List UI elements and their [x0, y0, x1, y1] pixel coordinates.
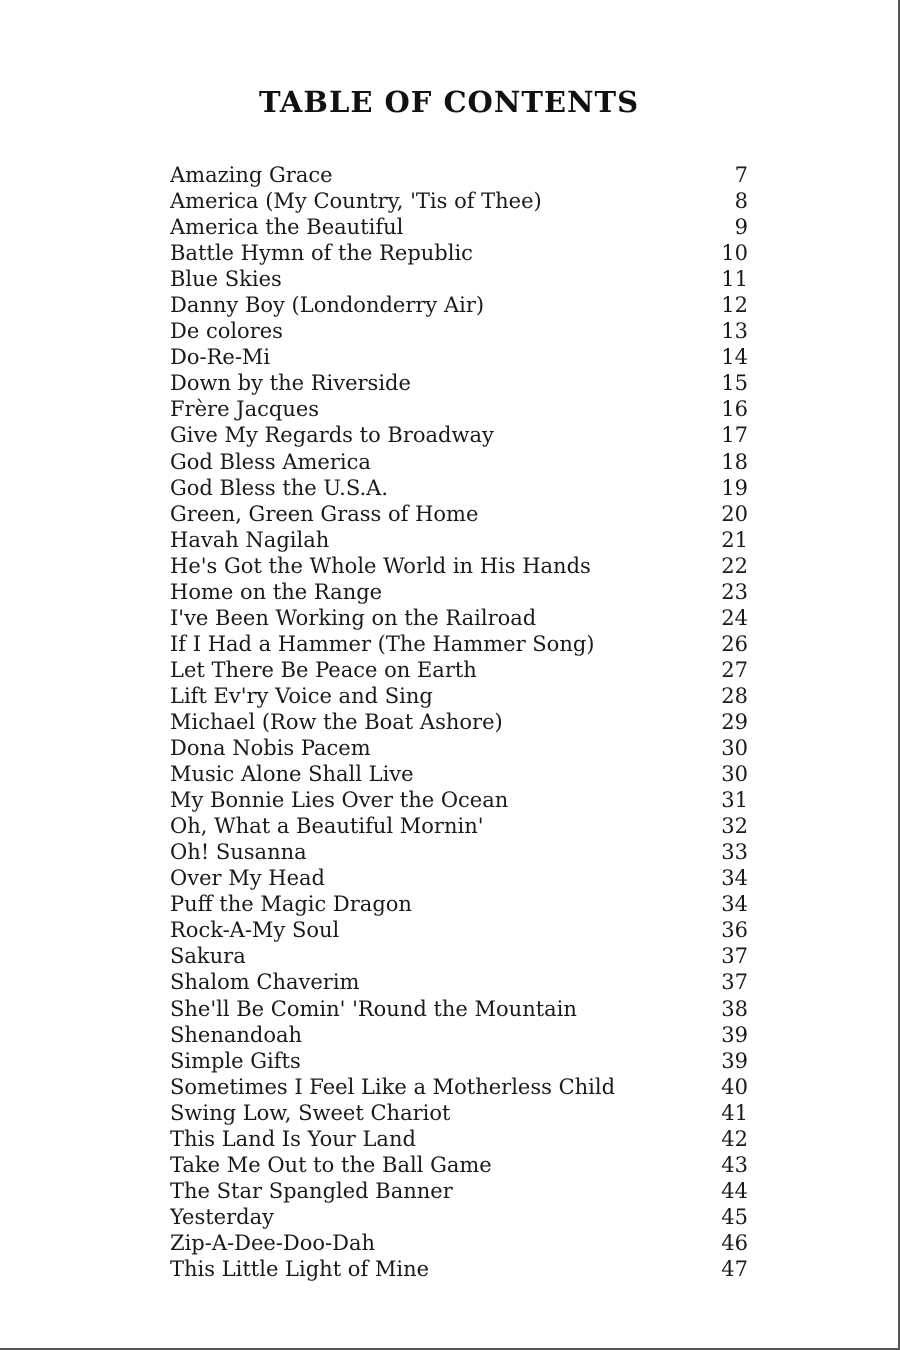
toc-entry-page-number: 23: [721, 579, 748, 604]
toc-entry-page-number: 42: [721, 1126, 748, 1151]
toc-entry-page-number: 27: [721, 657, 748, 682]
toc-entry-page-number: 13: [721, 319, 748, 344]
toc-entry-page-number: 41: [721, 1100, 748, 1125]
toc-entry: [170, 1126, 748, 1152]
toc-entry-title: Danny Boy (Londonderry Air): [170, 293, 485, 318]
toc-entry-page-number: 43: [721, 1152, 748, 1177]
toc-entry-title: Sometimes I Feel Like a Motherless Child: [170, 1074, 616, 1099]
toc-entry-page-number: 19: [721, 475, 748, 500]
toc-entry-page-number: 29: [721, 709, 748, 734]
toc-entry-title: If I Had a Hammer (The Hammer Song): [170, 631, 595, 656]
toc-entry-title: Battle Hymn of the Republic: [170, 241, 473, 266]
toc-entry-page-number: 15: [721, 371, 748, 396]
toc-entry-title: Green, Green Grass of Home: [170, 501, 479, 526]
toc-entry-title: Michael (Row the Boat Ashore): [170, 709, 503, 734]
table-of-contents-list: [170, 162, 748, 1282]
toc-entry-title: My Bonnie Lies Over the Ocean: [170, 788, 509, 813]
toc-entry-page-number: 39: [721, 1022, 748, 1047]
toc-entry-title: Amazing Grace: [170, 163, 333, 187]
toc-entry: [170, 969, 748, 995]
toc-entry: [170, 501, 748, 527]
toc-entry-title: Music Alone Shall Live: [170, 762, 414, 787]
toc-entry: [170, 1256, 748, 1282]
toc-entry-page-number: 10: [721, 241, 748, 266]
toc-entry: [170, 475, 748, 501]
toc-entry-page-number: 36: [721, 918, 748, 943]
toc-entry: [170, 214, 748, 240]
toc-entry-title: America (My Country, 'Tis of Thee): [170, 189, 542, 214]
toc-entry-title: Dona Nobis Pacem: [170, 736, 371, 761]
toc-entry-title: She'll Be Comin' 'Round the Mountain: [170, 996, 577, 1021]
toc-entry: [170, 735, 748, 761]
toc-entry-title: Give My Regards to Broadway: [170, 423, 494, 448]
toc-entry-title: Over My Head: [170, 866, 325, 891]
toc-entry: [170, 1230, 748, 1256]
toc-entry: [170, 527, 748, 553]
toc-entry-title: Zip-A-Dee-Doo-Dah: [170, 1230, 375, 1255]
toc-entry: [170, 787, 748, 813]
toc-entry-title: This Land Is Your Land: [170, 1126, 416, 1151]
toc-entry-page-number: 20: [721, 501, 748, 526]
toc-entry-page-number: 37: [721, 944, 748, 969]
toc-entry-title: Rock-A-My Soul: [170, 918, 340, 943]
toc-entry-page-number: 31: [721, 788, 748, 813]
toc-entry-page-number: 11: [721, 267, 748, 292]
toc-entry-title: Oh! Susanna: [170, 840, 307, 865]
toc-entry: [170, 188, 748, 214]
toc-entry: [170, 996, 748, 1022]
toc-entry-page-number: 26: [721, 631, 748, 656]
toc-entry: [170, 761, 748, 787]
toc-entry-title: I've Been Working on the Railroad: [170, 605, 537, 630]
toc-entry: [170, 553, 748, 579]
toc-entry-title: Down by the Riverside: [170, 371, 411, 396]
toc-entry-title: Oh, What a Beautiful Mornin': [170, 814, 484, 839]
toc-entry-page-number: 37: [721, 970, 748, 995]
toc-entry: [170, 709, 748, 735]
toc-entry-title: This Little Light of Mine: [170, 1256, 430, 1281]
toc-entry-title: Take Me Out to the Ball Game: [170, 1152, 492, 1177]
toc-entry: [170, 917, 748, 943]
toc-entry-page-number: 18: [721, 449, 748, 474]
toc-entry-title: Puff the Magic Dragon: [170, 892, 412, 917]
toc-entry: [170, 839, 748, 865]
toc-entry-title: America the Beautiful: [170, 215, 404, 240]
toc-entry: [170, 943, 748, 969]
toc-entry: [170, 1048, 748, 1074]
toc-entry: [170, 266, 748, 292]
toc-entry-page-number: 12: [721, 293, 748, 318]
toc-entry-title: God Bless America: [170, 449, 371, 474]
toc-entry: [170, 1178, 748, 1204]
toc-entry-title: Do-Re-Mi: [170, 345, 271, 370]
toc-entry-title: The Star Spangled Banner: [170, 1178, 453, 1203]
toc-entry-page-number: 44: [721, 1178, 748, 1203]
toc-entry: [170, 1100, 748, 1126]
toc-entry-title: Lift Ev'ry Voice and Sing: [170, 683, 433, 708]
toc-entry-page-number: 40: [721, 1074, 748, 1099]
toc-entry-page-number: 47: [721, 1256, 748, 1281]
toc-entry: [170, 1022, 748, 1048]
toc-entry-page-number: 28: [721, 683, 748, 708]
toc-entry: [170, 396, 748, 422]
toc-entry: [170, 631, 748, 657]
toc-entry-page-number: 21: [721, 527, 748, 552]
toc-entry-title: Simple Gifts: [170, 1048, 301, 1073]
toc-entry-page-number: 9: [734, 215, 748, 240]
toc-entry-title: God Bless the U.S.A.: [170, 475, 389, 500]
toc-entry: [170, 318, 748, 344]
toc-entry: [170, 891, 748, 917]
toc-entry-page-number: 34: [721, 892, 748, 917]
toc-entry: [170, 1204, 748, 1230]
toc-entry-title: Sakura: [170, 944, 246, 969]
toc-entry-page-number: 30: [721, 736, 748, 761]
toc-entry: [170, 683, 748, 709]
toc-entry: [170, 240, 748, 266]
toc-entry-title: Home on the Range: [170, 579, 383, 604]
toc-entry-page-number: 30: [721, 762, 748, 787]
toc-entry-page-number: 8: [734, 189, 748, 214]
toc-entry: [170, 370, 748, 396]
toc-entry: [170, 605, 748, 631]
toc-entry: [170, 422, 748, 448]
toc-entry-title: Havah Nagilah: [170, 527, 330, 552]
toc-entry: [170, 579, 748, 605]
toc-entry-page-number: 24: [721, 605, 748, 630]
toc-entry: [170, 1074, 748, 1100]
toc-entry-title: Shenandoah: [170, 1022, 303, 1047]
toc-entry: [170, 449, 748, 475]
toc-entry-title: Let There Be Peace on Earth: [170, 657, 477, 682]
toc-entry-page-number: 16: [721, 397, 748, 422]
toc-entry-page-number: 17: [721, 423, 748, 448]
toc-entry-title: He's Got the Whole World in His Hands: [170, 553, 591, 578]
toc-entry: [170, 813, 748, 839]
toc-entry: [170, 1152, 748, 1178]
toc-entry: [170, 292, 748, 318]
toc-entry: [170, 344, 748, 370]
toc-entry-title: Blue Skies: [170, 267, 282, 292]
toc-entry-page-number: 33: [721, 840, 748, 865]
toc-entry-page-number: 22: [721, 553, 748, 578]
toc-entry-title: De colores: [170, 319, 283, 344]
toc-entry-page-number: 38: [721, 996, 748, 1021]
toc-entry: [170, 162, 748, 188]
toc-entry-page-number: 14: [721, 345, 748, 370]
toc-entry-page-number: 46: [721, 1230, 748, 1255]
toc-entry-page-number: 45: [721, 1204, 748, 1229]
toc-entry-title: Frère Jacques: [170, 397, 320, 422]
toc-entry-page-number: 32: [721, 814, 748, 839]
toc-entry-page-number: 34: [721, 866, 748, 891]
toc-entry: [170, 865, 748, 891]
toc-entry-page-number: 39: [721, 1048, 748, 1073]
toc-entry-title: Shalom Chaverim: [170, 970, 360, 995]
toc-entry: [170, 657, 748, 683]
toc-entry-page-number: 7: [734, 163, 748, 187]
page-title: TABLE OF CONTENTS: [258, 85, 640, 120]
toc-entry-title: Swing Low, Sweet Chariot: [170, 1100, 451, 1125]
toc-entry-title: Yesterday: [170, 1204, 274, 1229]
